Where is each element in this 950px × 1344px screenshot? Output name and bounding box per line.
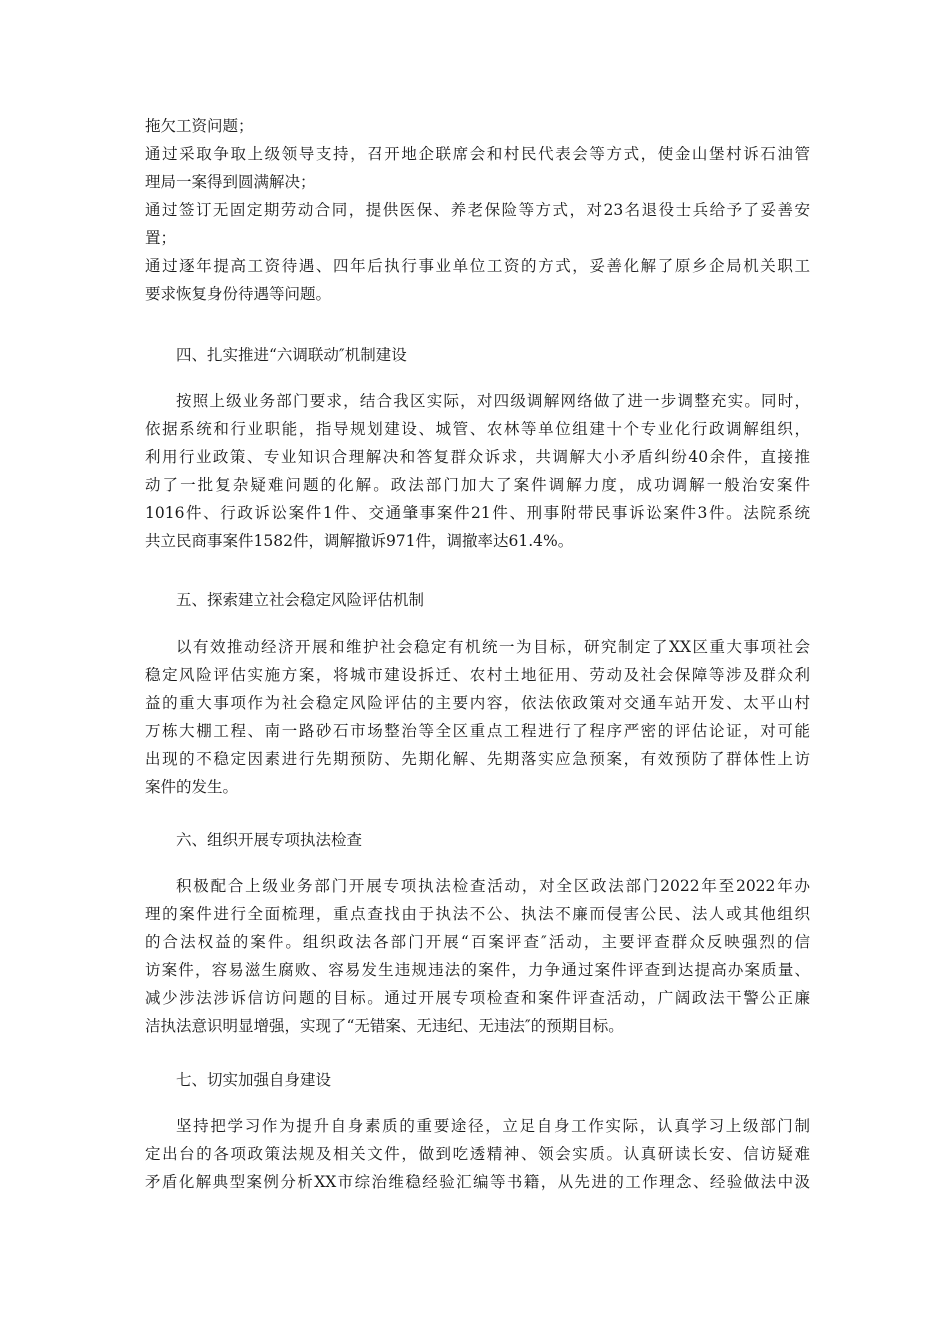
section-5-paragraph (145, 633, 810, 801)
text-line: 置； (145, 229, 177, 247)
text-line: 减少涉法涉诉信访问题的目标。通过开展专项检查和案件评查活动，广阔政法干警公正廉 (145, 989, 810, 1007)
text-line: 按照上级业务部门要求，结合我区实际，对四级调解网络做了进一步调整充实。同时， (176, 392, 810, 410)
text-line: 定出台的各项政策法规及相关文件，做到吃透精神、领会实质。认真研读长安、信访疑难 (145, 1145, 810, 1163)
text-line: 理的案件进行全面梳理，重点查找由于执法不公、执法不廉而侵害公民、法人或其他组织 (145, 905, 810, 923)
text-line: 动了一批复杂疑难问题的化解。政法部门加大了案件调解力度，成功调解一般治安案件 (145, 476, 810, 494)
text-line: 访案件，容易滋生腐败、容易发生违规违法的案件，力争通过案件评查到达提高办案质量、 (145, 961, 810, 979)
text-line: 益的重大事项作为社会稳定风险评估的主要内容，依法依政策对交通车站开发、太平山村 (145, 694, 810, 712)
text-line: 洁执法意识明显增强，实现了“无错案、无违纪、无违法″的预期目标。 (145, 1017, 624, 1035)
text-line: 理局一案得到圆满解决； (145, 173, 316, 191)
section-heading-6: 六、组织开展专项执法检查 (176, 831, 363, 849)
text-line: 万栋大棚工程、南一路砂石市场整治等全区重点工程进行了程序严密的评估论证，对可能 (145, 722, 810, 740)
text-line: 依据系统和行业职能，指导规划建设、城管、农林等单位组建十个专业化行政调解组织， (145, 420, 810, 438)
section-heading-5: 五、探索建立社会稳定风险评估机制 (176, 591, 425, 609)
text-line: 1016件、行政诉讼案件1件、交通肇事案件21件、刑事附带民事诉讼案件3件。法院系统 (145, 504, 810, 522)
text-line: 以有效推动经济开展和维护社会稳定有机统一为目标，研究制定了XX区重大事项社会 (176, 638, 810, 656)
text-line: 通过采取争取上级领导支持，召开地企联席会和村民代表会等方式，使金山堡村诉石油管 (145, 145, 810, 163)
text-line: 拖欠工资问题； (145, 117, 254, 135)
text-line: 通过签订无固定期劳动合同，提供医保、养老保险等方式，对23名退役士兵给予了妥善安 (145, 201, 810, 219)
text-line: 共立民商事案件1582件，调解撤诉971件，调撤率达61.4%。 (145, 532, 574, 550)
text-line: 积极配合上级业务部门开展专项执法检查活动，对全区政法部门2022年至2022年办 (176, 877, 810, 895)
continued-list (145, 112, 810, 308)
text-line: 矛盾化解典型案例分析XX市综治维稳经验汇编等书籍，从先进的工作理念、经验做法中汲 (145, 1173, 810, 1191)
text-line: 稳定风险评估实施方案，将城市建设拆迁、农村土地征用、劳动及社会保障等涉及群众利 (145, 666, 810, 684)
text-line: 通过逐年提高工资待遇、四年后执行事业单位工资的方式，妥善化解了原乡企局机关职工 (145, 257, 810, 275)
text-line: 出现的不稳定因素进行先期预防、先期化解、先期落实应急预案，有效预防了群体性上访 (145, 750, 810, 768)
section-4-paragraph (145, 387, 810, 555)
section-heading-4: 四、扎实推进“六调联动″机制建设 (176, 346, 407, 364)
text-line: 利用行业政策、专业知识合理解决和答复群众诉求，共调解大小矛盾纠纷40余件，直接推 (145, 448, 810, 466)
section-heading-7: 七、切实加强自身建设 (176, 1071, 332, 1089)
section-6-paragraph (145, 872, 810, 1040)
section-7-paragraph (145, 1112, 810, 1196)
text-line: 要求恢复身份待遇等问题。 (145, 285, 332, 303)
text-line: 案件的发生。 (145, 778, 239, 796)
text-line: 坚持把学习作为提升自身素质的重要途径，立足自身工作实际，认真学习上级部门制 (176, 1117, 810, 1135)
text-line: 的合法权益的案件。组织政法各部门开展“百案评查″活动，主要评查群众反映强烈的信 (145, 933, 810, 951)
